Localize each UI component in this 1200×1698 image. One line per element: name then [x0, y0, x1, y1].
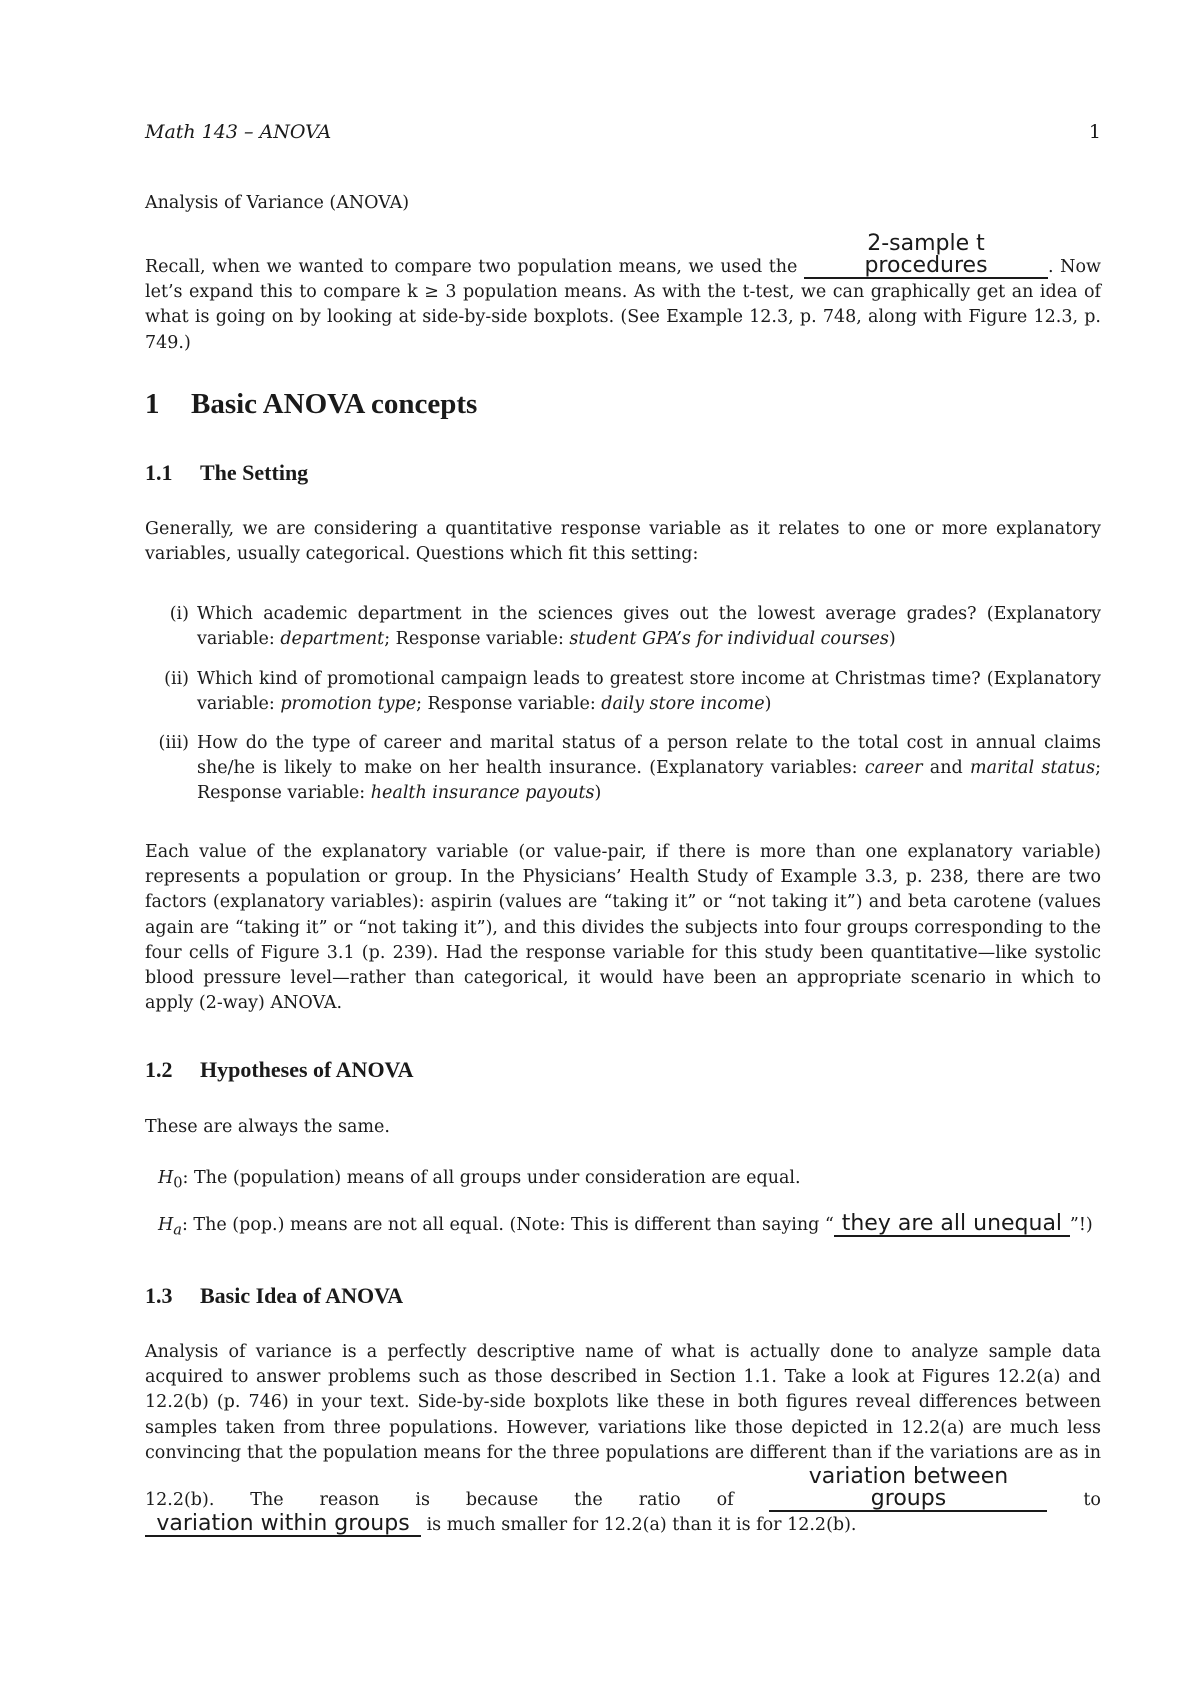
hypotheses-intro: These are always the same. — [145, 1117, 390, 1137]
basic-idea-paragraph: Analysis of variance is a perfectly descriptive name of what is actually done to analyze sample data acquired to answer problems such as those described in Section 1.1. Take a look at Figures 12.2(a) and 12.2(b) (p. 746) in your text. Side-by-side boxplots like these in both figures reveal differences between samples taken from three populations. However, variations like those depicted in 12.2(a) are much less convincing that the population means for the three populations are different than if the variations are as in 12.2(b). The reason is because the ratio of variation between groups to variation within groups is much smaller for 12.2(a) than it is for 12.2(b). — [145, 1342, 1101, 1537]
subsection-1-3-heading: 1.3 Basic Idea of ANOVA — [145, 1283, 404, 1308]
groups-paragraph: Each value of the explanatory variable (or value-pair, if there is more than one explanatory variable) represents a population or group. In the Physicians’ Health Study of Example 3.3, p. 238, there are two factors (explanatory variables): aspirin (values are “taking it” or “not taking it”) and beta carotene (values again are “taking it” or “not taking it”), and this divides the subjects into four groups corresponding to the four cells of Figure 3.1 (p. 239). Had the response variable for this study been quantitative—like systolic blood pressure level—rather than categorical, it would have been an appropriate scenario in which to apply (2-way) ANOVA. — [145, 842, 1101, 1014]
intro-text-a: Recall, when we wanted to compare two population means, we used the — [145, 257, 798, 277]
fill-blank-between-groups: variation between groups — [769, 1466, 1047, 1512]
section-1-heading: 1 Basic ANOVA concepts — [145, 388, 478, 420]
intro-heading: Analysis of Variance (ANOVA) — [145, 193, 410, 213]
fill-blank-within-groups: variation within groups — [145, 1513, 421, 1537]
setting-paragraph: Generally, we are considering a quantitative response variable as it relates to one or more explanatory variables, usually categorical. Questions which fit this setting: — [145, 519, 1101, 565]
header-title: Math 143 – ANOVA — [145, 121, 332, 143]
fill-blank-2-sample: 2-sample t procedures — [804, 233, 1048, 279]
subsection-1-2-heading: 1.2 Hypotheses of ANOVA — [145, 1057, 414, 1082]
list-item: (iii) How do the type of career and marital status of a person relate to the total cost in annual claims she/he is likely to make on her health insurance. (Explanatory variables: career and marital status; Response variable: health insurance payouts) — [158, 733, 1101, 804]
running-head — [145, 121, 1101, 143]
intro-paragraph: Recall, when we wanted to compare two population means, we used the 2-sample t procedures . Now let’s expand this to compare k ≥ 3 population means. As with the t-test, we can graphically get an idea of what is going on by looking at side-by-side boxplots. (See Example 12.3, p. 748, along with Figure 12.3, p. 749.) — [145, 231, 1101, 353]
list-item: (i) Which academic department in the sciences gives out the lowest average grades? (Explanatory variable: department; Response variable: student GPA’s for individual courses) — [169, 604, 1101, 650]
list-item: (ii) Which kind of promotional campaign leads to greatest store income at Christmas time? (Explanatory variable: promotion type; Response variable: daily store income) — [164, 669, 1101, 715]
fill-blank-unequal: they are all unequal — [834, 1213, 1070, 1237]
null-hypothesis: $H_0$: The (population) means of all groups under consideration are equal. — [158, 1168, 801, 1192]
subsection-1-1-heading: 1.1 The Setting — [145, 460, 309, 485]
alternative-hypothesis: $H_a$: The (pop.) means are not all equal. (Note: This is different than saying “ they are all unequal ”!) — [158, 1211, 1093, 1239]
intro-text-c: Now let’s expand this to compare k ≥ 3 population means. As with the t-test, we can graphically get an idea of what is going on by looking at side-by-side boxplots. (See Example 12.3, p. 748, along with Figure 12.3, p. 749.) — [145, 257, 1101, 353]
page-number: 1 — [1088, 121, 1101, 143]
